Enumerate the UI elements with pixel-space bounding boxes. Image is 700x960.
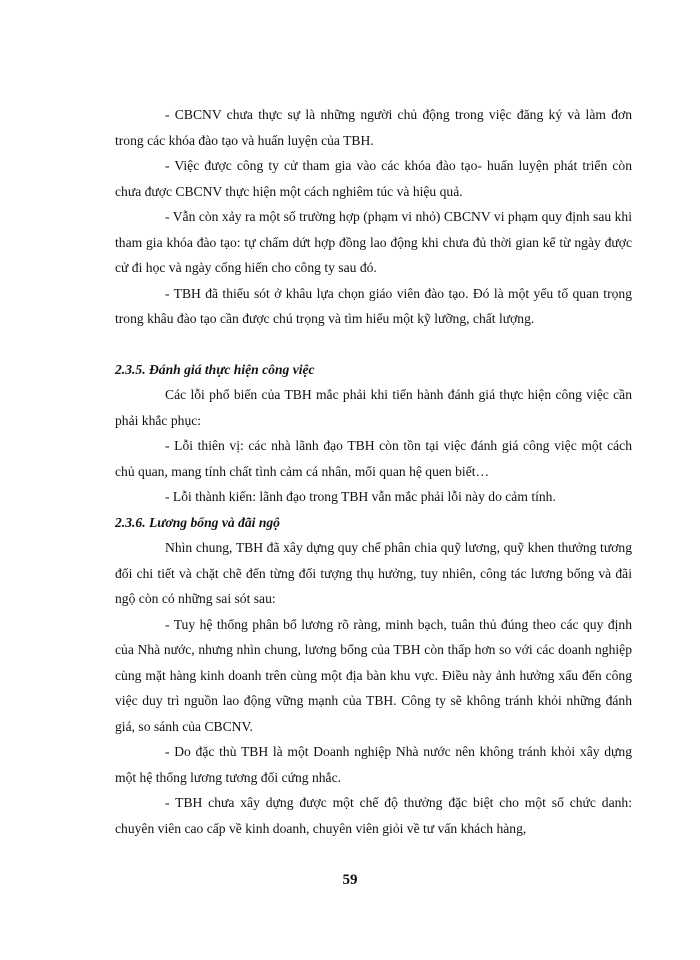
paragraph: - Việc được công ty cử tham gia vào các khóa đào tạo- huấn luyện phát triển còn chưa được CBCNV thực hiện một cách nghiêm túc và hiệu quả.: [115, 158, 632, 199]
paragraph: - Lỗi thành kiến: lãnh đạo trong TBH vẫn mắc phải lỗi này do cảm tính.: [165, 489, 556, 504]
paragraph: Các lỗi phổ biến của TBH mắc phải khi tiến hành đánh giá thực hiện công việc cần phải khắc phục:: [115, 387, 632, 428]
section-heading-2-3-6: 2.3.6. Lương bổng và đãi ngộ: [115, 514, 280, 530]
paragraph: - Vẫn còn xảy ra một số trường hợp (phạm vi nhỏ) CBCNV vi phạm quy định sau khi tham gia khóa đào tạo: tự chấm dứt hợp đồng lao động khi chưa đủ thời gian kể từ ngày được cử đi học và ngày cống hiến cho công ty sau đó.: [115, 209, 632, 275]
paragraph: - Do đặc thù TBH là một Doanh nghiệp Nhà nước nên không tránh khỏi xây dựng một hệ thống lương tương đối cứng nhắc.: [115, 744, 632, 785]
paragraph: - TBH đã thiếu sót ở khâu lựa chọn giáo viên đào tạo. Đó là một yếu tố quan trọng trong khâu đào tạo cần được chú trọng và tìm hiểu một kỹ lưỡng, chất lượng.: [115, 285, 632, 326]
page-number: 59: [342, 872, 358, 888]
body-text: [115, 102, 632, 841]
paragraph: Nhìn chung, TBH đã xây dựng quy chế phân chia quỹ lương, quỹ khen thưởng tương đối chi tiết và chặt chẽ đến từng đối tượng thụ hưởng, tuy nhiên, công tác lương bổng và đãi ngộ còn có những sai sót sau:: [115, 540, 632, 606]
section-heading-2-3-5: 2.3.5. Đánh giá thực hiện công việc: [115, 361, 315, 377]
paragraph: - TBH chưa xây dựng được một chế độ thưởng đặc biệt cho một số chức danh: chuyên viên cao cấp về kinh doanh, chuyên viên giỏi về tư vấn khách hàng,: [115, 795, 632, 836]
paragraph: - Tuy hệ thống phân bổ lương rõ ràng, minh bạch, tuân thủ đúng theo các quy định của Nhà nước, nhưng nhìn chung, lương bổng của TBH còn thấp hơn so với các doanh nghiệp cùng mặt hàng kinh doanh trên cùng một địa bàn khu vực. Điều này ảnh hưởng xấu đến công việc duy trì nguồn lao động vững mạnh của TBH. Công ty sẽ không tránh khỏi những đánh giá, so sánh của CBCNV.: [115, 616, 632, 734]
paragraph: - CBCNV chưa thực sự là những người chủ động trong việc đăng ký và làm đơn trong các khóa đào tạo và huấn luyện của TBH.: [115, 107, 632, 148]
paragraph: - Lỗi thiên vị: các nhà lãnh đạo TBH còn tồn tại việc đánh giá công việc một cách chủ quan, mang tính chất tình cảm cá nhân, mối quan hệ quen biết…: [115, 438, 632, 479]
